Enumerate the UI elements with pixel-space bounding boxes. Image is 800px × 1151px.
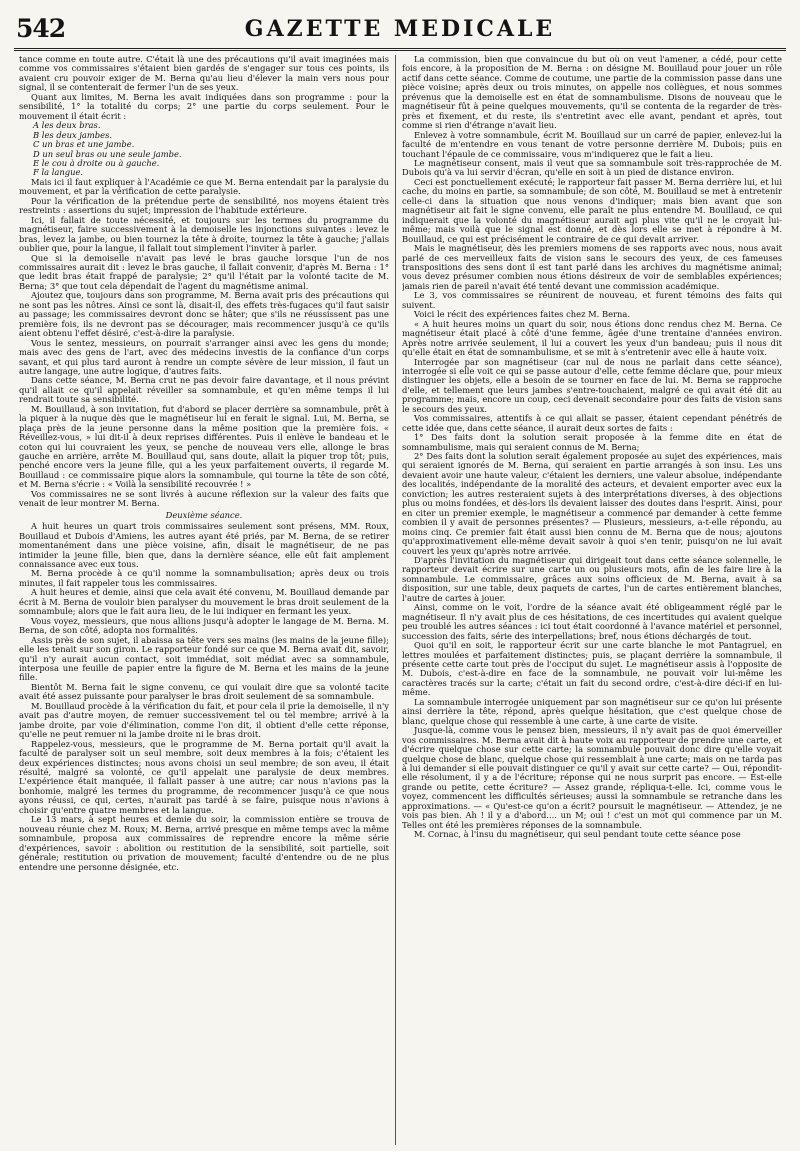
paragraph: Le 3, vos commissaires se réunirent de nouveau, et furent témoins des faits qui suivent. [402,290,782,310]
paragraph: Rappelez-vous, messieurs, que le programme de M. Berna portait qu'il avait la faculté de paralyser soit un seul membre, soit deux membres à la fois; c'étaient les deux expériences distinctes; nous avons choisi un seul membre; de son aveu, il était résulté, malgré sa volonté, ce qu'il appelait une paralysie de deux membres. L'expérience était manquée, il fallait passer à une autre; car nous n'avions pas la bonhomie, malgré les termes du programme, de recommencer jusqu'à ce que nous ayons réussi, ce qui, certes, n'aurait pas tardé à se faire, puisque nous n'avions à choisir qu'entre quatre membres et la langue. [19,738,389,815]
paragraph: Ici, il fallait de toute nécessité, et toujours sur les termes du programme du magnétiseur, faire successivement à la demoiselle les injonctions suivantes : levez le bras, levez la jambe, ou bien tournez la tête à droite, tournez la tête à gauche; j'allais oublier que, pour la langue, il fallait tout simplement l'inviter à parler. [19,214,389,254]
paragraph: Assis près de son sujet, il abaissa sa tête vers ses mains (les mains de la jeune fille); elle les tenait sur son giron. Le rapporteur fondé sur ce que M. Berna avait dit, savoir, qu'il n'y aurait aucun contact, soit immédiat, soit médiat avec sa somnambule, interposa une feuille de papier entre la figure de M. Berna et les mains de la jeune fille. [19,634,389,683]
paragraph: Vous voyez, messieurs, que nous allions jusqu'à adopter le langage de M. Berna. M. Berna, de son côté, adopta nos formalités. [19,615,389,636]
section-heading: Deuxième séance. [165,509,243,520]
list-item: D un seul bras ou une seule jambe. [33,148,182,159]
paragraph: D'après l'invitation du magnétiseur qui dirigeait tout dans cette séance solennelle, le rapporteur devait écrire sur une carte un ou plusieurs mots, afin de les faire lire à la somnambule. Le commissaire, grâces aux soins officieux de M. Berna, avait à sa disposition, sur une table, deux paquets de cartes, l'un de cartes entièrement blanches, l'autre de cartes à jouer. [402,555,782,603]
list-item: A les deux bras. [33,120,101,131]
paragraph: Mais ici il faut expliquer à l'Académie ce que M. Berna entendait par la paralysie du mouvement, et par la vérification de cette paralysie. [19,176,389,197]
paragraph: A huit heures et demie, ainsi que cela avait été convenu, M. Bouillaud demande par écrit à M. Berna de vouloir bien paralyser du mouvement le bras droit seulement de la somnambule; alors que le fait aura lieu, de le lui indiquer en fermant les yeux. [19,587,389,617]
movement-list [19,121,389,178]
paragraph: tance comme en toute autre. C'était là une des précautions qu'il avait imaginées mais comme vos commissaires s'étaient bien gardés de s'engager sur tous ces points, ils avaient cru pouvoir exiger de M. Berna qu'au lieu d'élever la main vers nous pour signal, il se contenterait de fermer l'un de ses yeux. [19,55,389,93]
paragraph: Vous le sentez, messieurs, on pourrait s'arranger ainsi avec les gens du monde; mais avec des gens de l'art, avec des médecins investis de la confiance d'un corps savant, et qui plus tard auront à rendre un compte sévère de leur mission, il faut un autre langage, une autre logique, d'autres faits. [19,337,389,376]
list-item: F la langue. [33,167,84,178]
paragraph: La commission, bien que convaincue du but où on veut l'amener, a cédé, pour cette fois encore, à la proposition de M. Berna : on désigne M. Bouillaud pour jouer un rôle actif dans cette séance. Comme de coutume, une partie de la commission passe dans une pièce voisine; après deux ou trois minutes, on appelle nos collègues, et nous sommes prévenus que la demoiselle est en état de somnambulisme. Disons de nouveau que le magnétiseur fût à peine quelques mouvements, qu'il se contenta de la regarder de très-près et fixement, et du reste, ils s'entretint avec elle avant, pendant et après, tout comme si rien d'étrange n'avait lieu. [402,55,782,131]
column-divider [395,55,396,1145]
paragraph: Vos commissaires, attentifs à ce qui allait se passer, étaient cependant pénétrés de cette idée que, dans cette séance, il aurait deux sortes de faits : [402,413,782,433]
paragraph: La somnambule interrogée uniquement par son magnétiseur sur ce qu'on lui présente ainsi derrière la tête, répond, après quelque hésitation, que c'est quelque chose de blanc, quelque chose qui ressemble à une carte, à une carte de visite. [402,696,782,726]
list-item: C un bras et une jambe. [33,139,135,150]
paragraph: Mais le magnétiseur, dès les premiers momens de ses rapports avec nous, nous avait parlé de ces merveilleux faits de vision sans le secours des yeux, de ces fameuses transpositions des sens dont il est tant parlé dans les archives du magnétisme animal; vous devez présumer combien nous étions désireux de voir de semblables expériences; jamais rien de pareil n'avait été tenté devant une commission académique. [402,243,782,291]
paragraph: 1° Des faits dont la solution serait proposée à la femme dite en état de somnambulisme, mais qui seraient connus de M. Berna; [402,432,782,452]
paragraph: M. Cornac, à l'insu du magnétiseur, qui seul pendant toute cette séance pose [414,829,741,840]
paragraph: Ajoutez que, toujours dans son programme, M. Berna avait pris des précautions qui ne sont pas les nôtres. Ainsi ce sont là, disait-il, des effets très-fugaces qu'il faut saisir au passage; les commissaires devront donc se hâter; que s'ils ne réussissent pas une première fois, ils ne devront pas se décourager, mais recommencer jusqu'à ce qu'ils aient obtenu l'effet désiré, c'est-à-dire la paralysie. [19,290,389,339]
paragraph: Voici le récit des expériences faites chez M. Berna. [414,309,631,320]
paragraph: A huit heures un quart trois commissaires seulement sont présens, MM. Roux, Bouillaud et Dubois d'Amiens, les autres ayant été priés, par M. Berna, de se retirer momentanément dans une pièce voisine, afin, disait le magnétiseur, de ne pas intimider la jeune fille, bien que, dans la dernière séance, elle eût fait amplement connaissance avec eux tous. [19,521,389,570]
paragraph: Enlevez à votre somnambule, écrit M. Bouillaud sur un carré de papier, enlevez-lui la faculté de m'entendre en vous tenant de votre personne derrière M. Dubois; puis en touchant l'épaule de ce commissaire, vous m'indiquerez que le fait a lieu. [402,129,782,159]
paragraph: M. Berna procède à ce qu'il nomme la somnambulisation; après deux ou trois minutes, il fait rappeler tous les commissaires. [19,568,389,588]
paragraph: M. Bouillaud procède à la vérification du fait, et pour cela il prie la demoiselle, il n'y avait pas d'autre moyen, de remuer successivement tel ou tel membre; arrivé à la jambe droite, par voie d'élimination, comme l'on dit, il obtient d'elle cette réponse, qu'elle ne peut remuer ni la jambe droite ni le bras droit. [19,700,389,740]
paragraph: Vos commissaires ne se sont livrés à aucune réflexion sur la valeur des faits que venait de leur montrer M. Berna. [19,488,389,509]
paragraph: M. Bouillaud, à son invitation, fut d'abord se placer derrière sa somnambule, prêt à la piquer à la nuque dès que le magnétiseur lui en ferait le signal. Lui, M. Berna, se plaça près de la jeune personne dans la même position que la première fois. « Réveillez-vous, » lui dit-il à deux reprises différentes. Puis il enlève le bandeau et le coton qui lui couvraient les yeux, se penche de nouveau vers elle, allonge le bras gauche en arrière, arrête M. Bouillaud qui, sans doute, allait la piquer trop tôt; puis, penché encore vers la jeune fille, qui a les yeux parfaitement ouverts, il regarde M. Bouillaud : ce commissaire pique alors la somnambule, qui tourne la tête de son côté, et M. Berna s'écrie : « Voilà la sensibilité recouvrée ! » [19,403,389,490]
paragraph: Ceci est ponctuellement exécuté; le rapporteur fait passer M. Berna derrière lui, et lui cache, du moins en partie, sa somnambule; de son côté, M. Bouillaud se met à entretenir celle-ci dans la situation que nous venons d'indiquer; mais bien avant que son magnétiseur ait fait le signe convenu, elle paraît ne plus entendre M. Bouillaud, ce qui indiquerait que la volonté du magnétiseur aurait agi plus vite qu'il ne le croyait lui-même; mais voilà que le signal est donné, et dès lors elle se met à répondre à M. Bouillaud, ce qui est précisément le contraire de ce qui devait arriver. [402,176,782,244]
paragraph: Le magnétiseur consent, mais il veut que sa somnambule soit très-rapprochée de M. Dubois qu'à va lui servir d'écran, qu'elle en soit à un pied de distance environ. [402,157,782,178]
paragraph: Jusque-là, comme vous le pensez bien, messieurs, il n'y avait pas de quoi émerveiller vos commissaires. M. Berna avait dit à haute voix au rapporteur de prendre une carte, et d'écrire quelque chose sur cette carte; la somnambule pouvait donc dire qu'elle voyait quelque chose de blanc, quelque chose qui ressemblait à une carte; mais on ne tarda pas à lui demander si elle pouvait distinguer ce qu'il y avait sur cette carte? — Oui, répondit-elle résolument, il y a de l'écriture; réponse qui ne nous surprit pas encore. — Est-elle grande ou petite, cette écriture? — Assez grande, répliqua-t-elle. Ici, comme vous le voyez, commencent les difficultés sérieuses; aussi la somnambule se retranche dans les approximations. — « Qu'est-ce qu'on a écrit? poursuit le magnétiseur. — Attendez, je ne vois pas bien. Ah ! il y a d'abord.... un M; oui ! c'est un mot qui commence par un M. Telles ont été les premières réponses de la somnambule. [402,725,782,830]
paragraph: Interrogée par son magnétiseur (car nul de nous ne parlait dans cette séance), interrogée si elle voit ce qui se passe autour d'elle, cette femme déclare que, pour mieux distinguer les objets, elle a besoin de se tourner en face de lui. M. Berna se rapproche d'elle, et tellement que leurs jambes s'entre-touchaient, malgré ce qui avait été dit au programme; mais, encore un coup, ceci devenait secondaire pour des faits de vision sans le secours des yeux. [402,356,782,414]
paragraph: Dans cette séance, M. Berna crut ne pas devoir faire davantage, et il nous prévint qu'il allait ce qu'il appelait réveiller sa somnambule, et qu'en même temps il lui rendrait toute sa sensibilité. [19,375,389,405]
right-column [402,55,782,1145]
publication-title: GAZETTE MEDICALE [244,16,556,42]
paragraph: Quoi qu'il en soit, le rapporteur écrit sur une carte blanche le mot Pantagruel, en lettres moulées et parfaitement distinctes; puis, se plaçant derrière la somnambule, il présente cette carte tout près de l'occiput du sujet. Le magnétiseur assis à l'opposite de M. Dubois, c'est-à-dire en face de la somnambule, ne pouvait voir lui-même les caractères tracés sur la carte; c'était un fait du second ordre, c'est-à-dire déci-if en lui-même. [402,640,782,698]
paragraph: « A huit heures moins un quart du soir, nous étions donc rendus chez M. Berna. Ce magnétiseur était placé à côté d'une femme, âgée d'une trentaine d'années environ. Après notre arrivée seulement, il lui a couvert les yeux d'un bandeau; puis il nous dit qu'elle était en état de somnambulisme, et se mit à s'entretenir avec elle à haute voix. [402,318,782,358]
paragraph: Ainsi, comme on le voit, l'ordre de la séance avait été obligeamment réglé par le magnétiseur. Il n'y avait plus de ces hésitations, de ces incertitudes qui avaient quelque peu troublé les autres séances : ici tout était coordonné à l'avance matériel et personnel, succession des faits, série des interpellations; bref, nous étions déchargés de tout. [402,602,782,641]
paragraph: Quant aux limites, M. Berna les avait indiquées dans son programme : pour la sensibilité, 1° la totalité du corps; 2° une partie du corps seulement. Pour le mouvement il était écrit : [19,91,389,121]
left-column [19,55,389,1145]
page-header [14,8,786,51]
paragraph: Le 13 mars, à sept heures et demie du soir, la commission entière se trouva de nouveau réunie chez M. Roux; M. Berna, arrivé presque en même temps avec la même somnambule, proposa aux commissaires de reprendre encore la même série d'expériences, savoir : abolition ou restitution de la sensibilité, soit partielle, soit générale; restitution ou privation de mouvement; faculté d'entendre ou de ne plus entendre une personne désignée, etc. [19,814,389,872]
list-item: B les deux jambes. [33,129,113,140]
paragraph: Bientôt M. Berna fait le signe convenu, ce qui voulait dire que sa volonté tacite avait été assez puissante pour paralyser le bras droit seulement de sa somnambule. [19,681,389,702]
list-item: E le cou à droite ou à gauche. [33,157,160,168]
paragraph: Que si la demoiselle n'avait pas levé le bras gauche lorsque l'un de nos commissaires aurait dit : levez le bras gauche, il fallait convenir, d'après M. Berna : 1° que ledit bras était frappé de paralysie; 2° qu'il l'était par la volonté tacite de M. Berna; 3° que tout cela dépendait de l'agent du magnétisme animal. [19,252,389,291]
paragraph: Pour la vérification de la prétendue perte de sensibilité, nos moyens étaient très restreints : assertions du sujet; impression de l'habitude extérieure. [19,195,389,216]
paragraph: 2° Des faits dont la solution serait également proposée au sujet des expériences, mais qui seraient ignorés de M. Berna, qui seraient en partie arrangés à son insu. Les uns devaient avoir une haute valeur, c'étaient les derniers, une valeur absolue, indépendante des localités, indépendante de la moralité des acteurs, et devaient emporter avec eux la conviction; les autres resteraient sujets à des interprétations diverses, à des objections plus ou moins fondées, et dès-lors ils devaient laisser des doutes dans l'esprit. Ainsi, pour en citer un premier exemple, le magnétiseur a commencé par demander à cette femme combien il y avait de personnes présentes? — Plusieurs, messieurs, a-t-elle répondu, au moins cinq. Ce premier fait était aussi bien connu de M. Berna que de nous; ajoutons qu'approximativement elle-même devait savoir à quoi s'en tenir, puisqu'on ne lui avait couvert les yeux qu'après notre arrivée. [402,451,782,556]
page-number: 542 [16,14,66,43]
